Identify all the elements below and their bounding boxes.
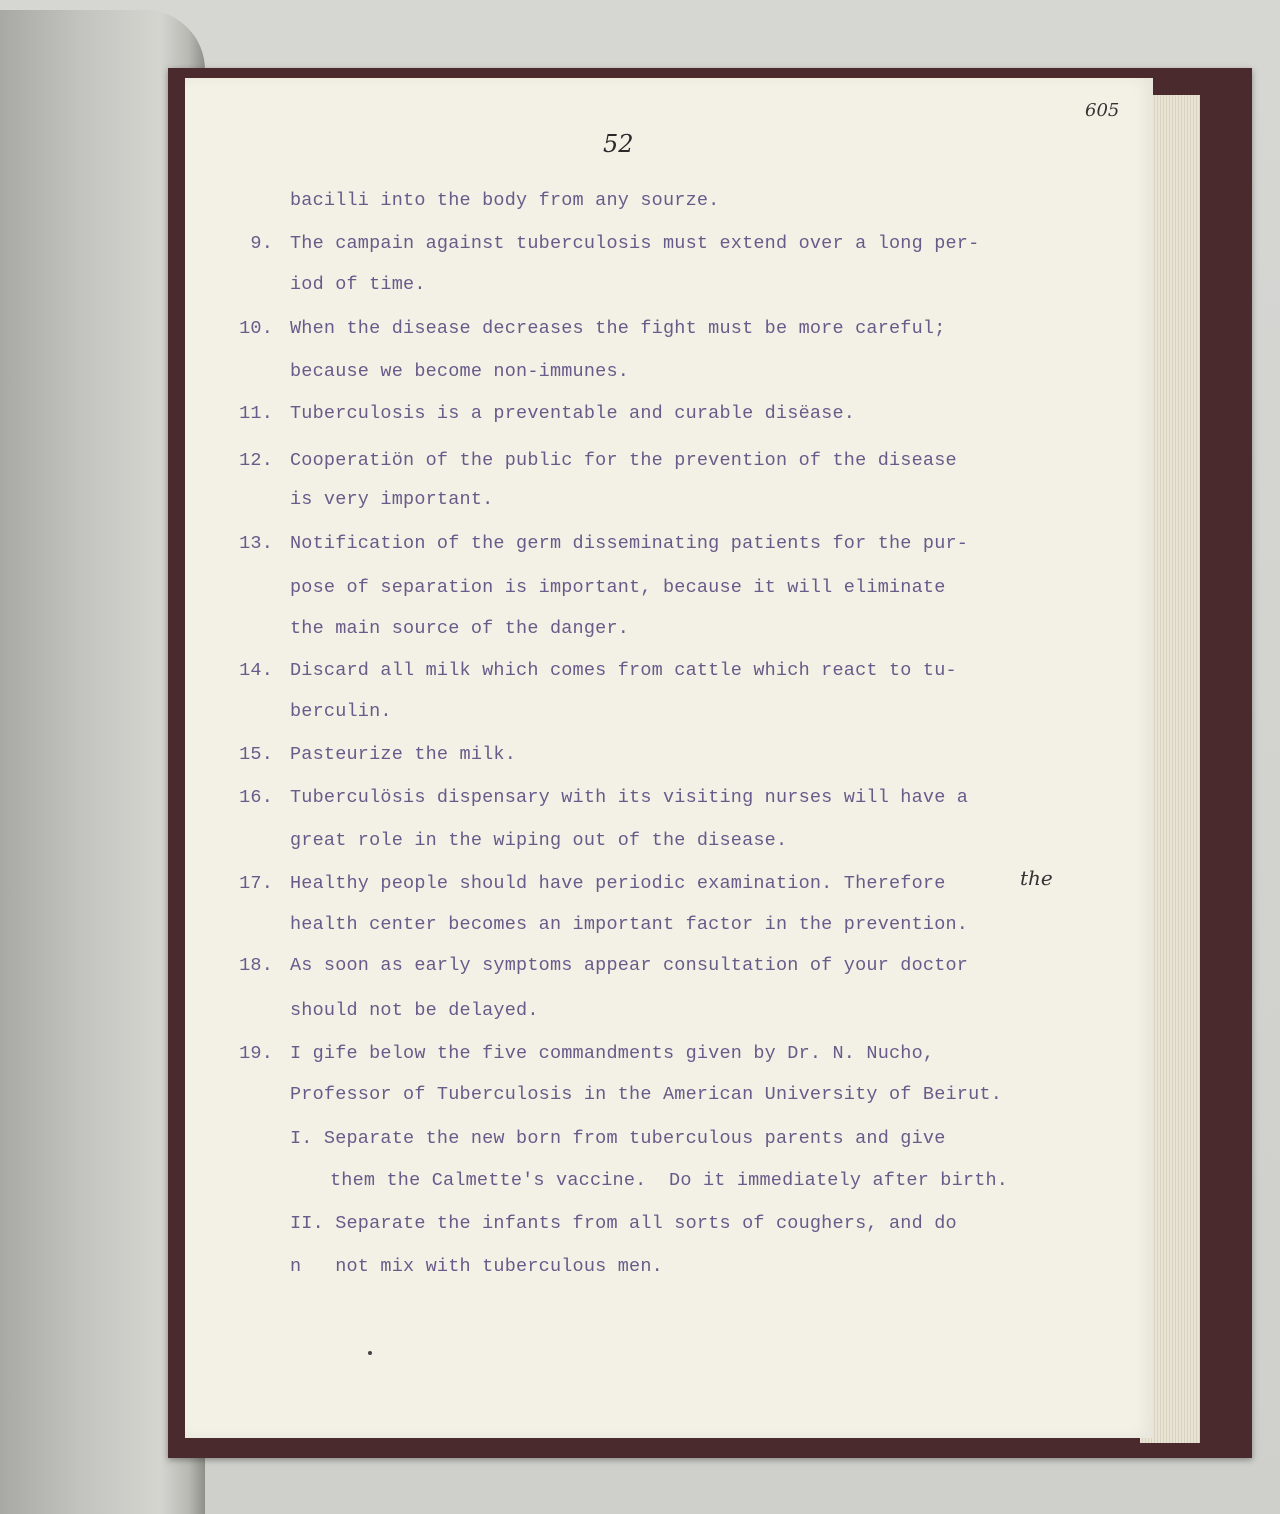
page-number: 52	[603, 130, 634, 158]
text-line: health center becomes an important factor in the prevention.	[290, 914, 969, 935]
item-number: 16.	[239, 787, 273, 808]
ink-dot	[368, 1351, 372, 1355]
text-line: pose of separation is important, because it will eliminate	[290, 577, 946, 598]
item-number: 12.	[239, 450, 273, 471]
item-number: 19.	[239, 1043, 273, 1064]
item-number: 11.	[239, 403, 273, 424]
text-line: II. Separate the infants from all sorts of coughers, and do	[290, 1213, 957, 1234]
text-line: iod of time.	[290, 274, 426, 295]
text-line: Healthy people should have periodic examination. Therefore	[290, 873, 946, 894]
text-line: As soon as early symptoms appear consultation of your doctor	[290, 955, 969, 976]
text-line: Discard all milk which comes from cattle which react to tu-	[290, 660, 957, 681]
text-line: When the disease decreases the fight must be more careful;	[290, 318, 946, 339]
item-number: 14.	[239, 660, 273, 681]
text-line: Tuberculosis is a preventable and curable disëase.	[290, 403, 856, 424]
text-line: bacilli into the body from any sourze.	[290, 190, 720, 211]
item-number: 15.	[239, 744, 273, 765]
item-number: 9.	[250, 233, 273, 254]
text-line: I. Separate the new born from tuberculous parents and give	[290, 1128, 946, 1149]
text-line: Tuberculösis dispensary with its visiting nurses will have a	[290, 787, 969, 808]
text-line: because we become non-immunes.	[290, 361, 630, 382]
text-line: them the Calmette's vaccine. Do it immediately after birth.	[330, 1170, 1009, 1191]
text-line: Cooperatiön of the public for the prevention of the disease	[290, 450, 957, 471]
text-line: Pasteurize the milk.	[290, 744, 517, 765]
text-line: The campain against tuberculosis must extend over a long per-	[290, 233, 980, 254]
typed-text-block	[185, 78, 1153, 1438]
text-line: the main source of the danger.	[290, 618, 630, 639]
item-number: 13.	[239, 533, 273, 554]
text-line: I gife below the five commandments given by Dr. N. Nucho,	[290, 1043, 935, 1064]
text-line: berculin.	[290, 701, 392, 722]
item-number: 10.	[239, 318, 273, 339]
item-number: 17.	[239, 873, 273, 894]
text-line: n not mix with tuberculous men.	[290, 1256, 663, 1277]
text-line: is very important.	[290, 489, 494, 510]
document-page	[185, 78, 1153, 1438]
handwritten-insertion: the	[1020, 866, 1053, 890]
text-line: should not be delayed.	[290, 1000, 539, 1021]
folio-mark: 605	[1085, 100, 1120, 121]
item-number: 18.	[239, 955, 273, 976]
text-line: Professor of Tuberculosis in the American University of Beirut.	[290, 1084, 1003, 1105]
text-line: great role in the wiping out of the disease.	[290, 830, 788, 851]
text-line: Notification of the germ disseminating patients for the pur-	[290, 533, 969, 554]
